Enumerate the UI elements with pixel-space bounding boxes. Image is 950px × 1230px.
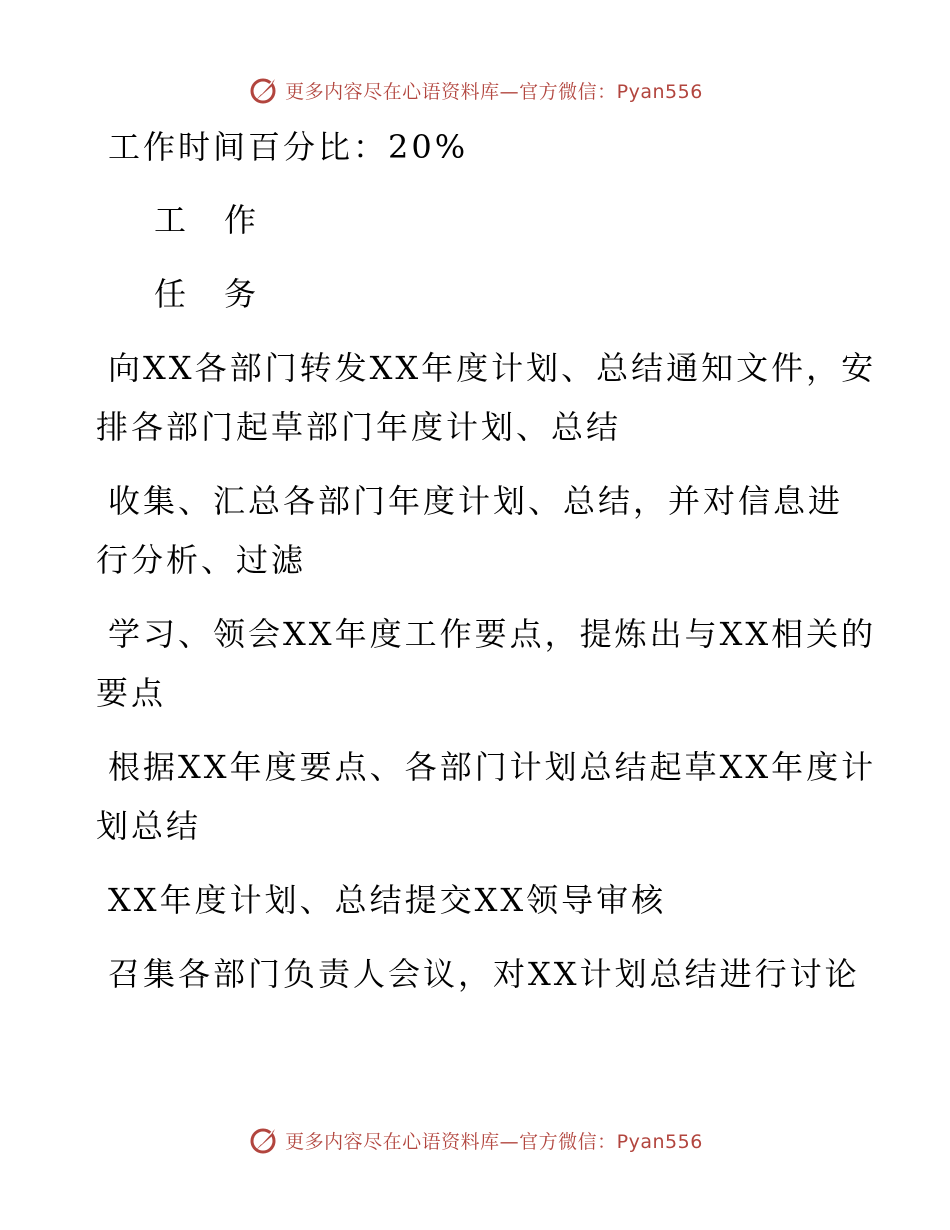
watermark-text: 更多内容尽在心语资料库—官方微信：Pyan556 [285, 1130, 703, 1153]
task-4-line-1: 根据XX年度要点、各部门计划总结起草XX年度计 [108, 748, 877, 786]
task-6-line-1: 召集各部门负责人会议，对XX计划总结进行讨论 [108, 955, 860, 993]
task-2-line-2: 行分析、过滤 [96, 541, 307, 579]
quill-logo-icon [247, 1123, 281, 1157]
task-3-line-1: 学习、领会XX年度工作要点，提炼出与XX相关的 [108, 615, 877, 653]
footer-watermark [0, 1120, 950, 1160]
task-3-line-2: 要点 [96, 674, 167, 712]
header-watermark [0, 70, 950, 110]
quill-logo-icon [247, 73, 281, 107]
work-time-percentage: 工作时间百分比：20% [108, 128, 469, 166]
task-4-line-2: 划总结 [96, 807, 202, 845]
task-header-line-1: 工 作 [154, 201, 260, 239]
task-header-line-2: 任 务 [154, 275, 260, 313]
watermark-text: 更多内容尽在心语资料库—官方微信：Pyan556 [285, 80, 703, 103]
task-1-line-1: 向XX各部门转发XX年度计划、总结通知文件，安 [108, 349, 877, 387]
task-2-line-1: 收集、汇总各部门年度计划、总结，并对信息进 [108, 482, 844, 520]
task-1-line-2: 排各部门起草部门年度计划、总结 [96, 408, 622, 446]
task-5-line-1: XX年度计划、总结提交XX领导审核 [108, 881, 667, 919]
